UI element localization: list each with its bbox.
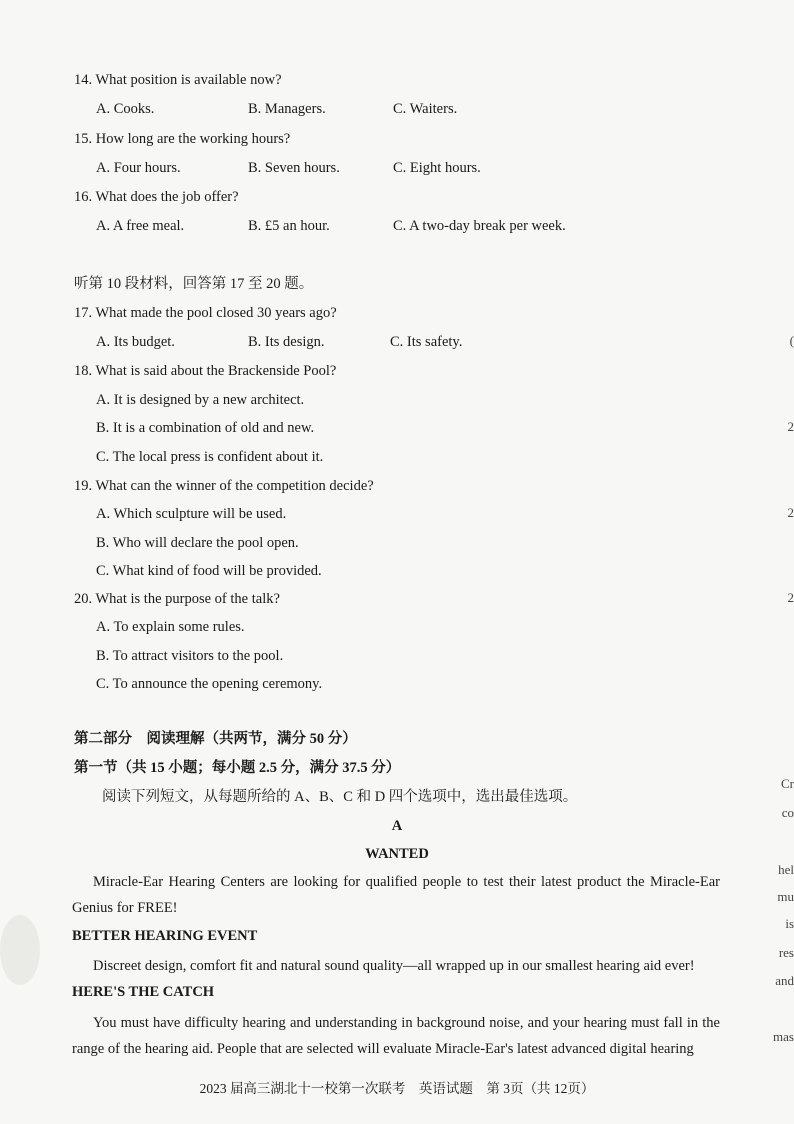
option-a: A. Its budget. <box>96 334 175 350</box>
option-a: A. A free meal. <box>96 218 185 234</box>
option-b: B. £5 an hour. <box>248 218 330 234</box>
passage-title: WANTED <box>365 846 429 862</box>
reading-instructions: 阅读下列短文，从每题所给的 A、B、C 和 D 四个选项中，选出最佳选项。 <box>102 789 578 805</box>
question-19: 19. What can the winner of the competition decide? <box>74 478 374 494</box>
bleed-text: 2 <box>787 419 794 434</box>
option-b: B. Who will declare the pool open. <box>96 535 299 551</box>
option-a: A. Cooks. <box>96 101 155 117</box>
bleed-text: Cr <box>781 776 794 791</box>
question-17: 17. What made the pool closed 30 years ago? <box>74 305 337 321</box>
option-b: B. It is a combination of old and new. <box>96 420 315 436</box>
page-footer: 2023 届高三湖北十一校第一次联考 英语试题 第 3页（共 12页） <box>199 1081 595 1096</box>
option-c: C. What kind of food will be provided. <box>96 563 322 579</box>
bleed-text: 2 <box>787 505 794 520</box>
bleed-text: mu <box>777 889 794 904</box>
question-14: 14. What position is available now? <box>74 72 282 88</box>
question-18: 18. What is said about the Brackenside Pool? <box>74 363 337 379</box>
question-20: 20. What is the purpose of the talk? <box>74 591 280 607</box>
bleed-text: co <box>781 805 794 820</box>
bleed-text: is <box>785 916 794 931</box>
bleed-text: hel <box>778 862 794 877</box>
option-b: B. Managers. <box>248 101 326 117</box>
bleed-text: mas <box>773 1029 794 1044</box>
bleed-text: 2 <box>787 590 794 605</box>
option-c: C. Eight hours. <box>393 160 481 176</box>
section-10-instruction: 听第 10 段材料，回答第 17 至 20 题。 <box>74 276 314 292</box>
option-c: C. A two-day break per week. <box>393 218 566 234</box>
passage-paragraph-3: You must have difficulty hearing and understanding in background noise, and your hearing must fall in the range of the hearing aid. People that are selected will evaluate Miracle-Ear's latest advanced digital hearing <box>72 1015 720 1057</box>
section-one-heading: 第一节（共 15 小题；每小题 2.5 分，满分 37.5 分） <box>74 760 401 776</box>
option-c: C. Waiters. <box>393 101 458 117</box>
bleed-text: ( <box>789 333 794 348</box>
option-b: B. Its design. <box>248 334 325 350</box>
part-two-heading: 第二部分 阅读理解（共两节，满分 50 分） <box>74 731 357 747</box>
scan-smudge <box>0 915 40 985</box>
option-c: C. Its safety. <box>390 334 463 350</box>
option-a: A. Four hours. <box>96 160 181 176</box>
question-16: 16. What does the job offer? <box>74 189 239 205</box>
option-a: A. It is designed by a new architect. <box>96 392 305 408</box>
bleed-text: res <box>778 945 794 960</box>
option-c: C. The local press is confident about it. <box>96 449 324 465</box>
passage-heading-1: BETTER HEARING EVENT <box>72 928 258 944</box>
option-a: A. To explain some rules. <box>96 619 245 635</box>
passage-paragraph-2: Discreet design, comfort fit and natural sound quality—all wrapped up in our smallest hearing aid ever! <box>93 958 695 974</box>
option-c: C. To announce the opening ceremony. <box>96 676 323 692</box>
option-b: B. Seven hours. <box>248 160 340 176</box>
passage-letter: A <box>391 818 403 834</box>
option-a: A. Which sculpture will be used. <box>96 506 287 522</box>
option-b: B. To attract visitors to the pool. <box>96 648 284 664</box>
passage-paragraph-1: Miracle-Ear Hearing Centers are looking for qualified people to test their latest product the Miracle-Ear Genius for FREE! <box>72 874 720 916</box>
question-15: 15. How long are the working hours? <box>74 131 291 147</box>
passage-heading-2: HERE'S THE CATCH <box>72 984 215 1000</box>
bleed-text: and <box>775 973 794 988</box>
